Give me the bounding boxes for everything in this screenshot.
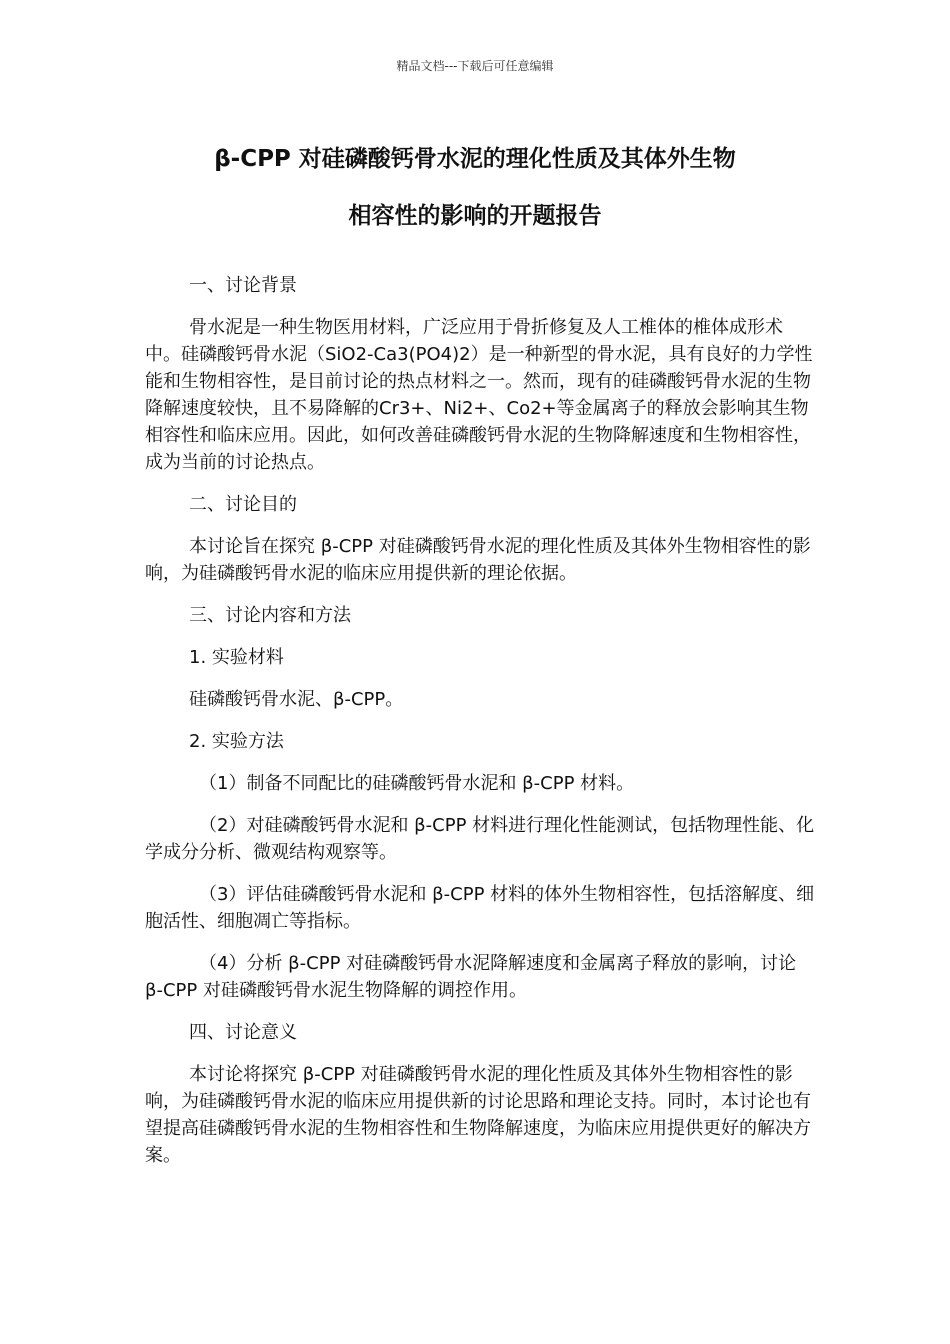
method-item-3: （3）评估硅磷酸钙骨水泥和 β-CPP 材料的体外生物相容性，包括溶解度、细胞活性、细胞凋亡等指标。 — [145, 884, 815, 932]
section-heading-content-methods: 三、讨论内容和方法 — [189, 605, 351, 626]
background-paragraph: 骨水泥是一种生物医用材料，广泛应用于骨折修复及人工椎体的椎体成形术中。硅磷酸钙骨水泥（SiO2-Ca3(PO4)2）是一种新型的骨水泥，具有良好的力学性能和生物相容性，是目前讨论的热点材料之一。然而，现有的硅磷酸钙骨水泥的生物降解速度较快，且不易降解的Cr3+、Ni2+、Co2+等金属离子的释放会影响其生物相容性和临床应用。因此，如何改善硅磷酸钙骨水泥的生物降解速度和生物相容性，成为当前的讨论热点。 — [145, 317, 813, 473]
page-header: 精品文档---下载后可任意编辑 — [396, 59, 554, 73]
document-title-line-1: β-CPP 对硅磷酸钙骨水泥的理化性质及其体外生物 — [214, 146, 736, 172]
subheading-methods: 2. 实验方法 — [189, 731, 284, 752]
section-heading-significance: 四、讨论意义 — [189, 1022, 297, 1043]
method-item-2: （2）对硅磷酸钙骨水泥和 β-CPP 材料进行理化性能测试，包括物理性能、化学成分分析、微观结构观察等。 — [145, 815, 815, 863]
method-item-4: （4）分析 β-CPP 对硅磷酸钙骨水泥降解速度和金属离子释放的影响，讨论 β-CPP 对硅磷酸钙骨水泥生物降解的调控作用。 — [145, 953, 797, 1001]
materials-text: 硅磷酸钙骨水泥、β-CPP。 — [189, 689, 404, 710]
subheading-materials: 1. 实验材料 — [189, 647, 284, 668]
section-heading-background: 一、讨论背景 — [189, 275, 297, 296]
document-body — [145, 272, 815, 1184]
significance-paragraph: 本讨论将探究 β-CPP 对硅磷酸钙骨水泥的理化性质及其体外生物相容性的影响，为硅磷酸钙骨水泥的临床应用提供新的讨论思路和理论支持。同时，本讨论也有望提高硅磷酸钙骨水泥的生物相容性和生物降解速度，为临床应用提供更好的解决方案。 — [145, 1064, 811, 1166]
purpose-paragraph: 本讨论旨在探究 β-CPP 对硅磷酸钙骨水泥的理化性质及其体外生物相容性的影响，为硅磷酸钙骨水泥的临床应用提供新的理论依据。 — [145, 536, 811, 584]
document-title-line-2: 相容性的影响的开题报告 — [348, 203, 602, 229]
method-item-1: （1）制备不同配比的硅磷酸钙骨水泥和 β-CPP 材料。 — [199, 773, 635, 794]
section-heading-purpose: 二、讨论目的 — [189, 494, 297, 515]
